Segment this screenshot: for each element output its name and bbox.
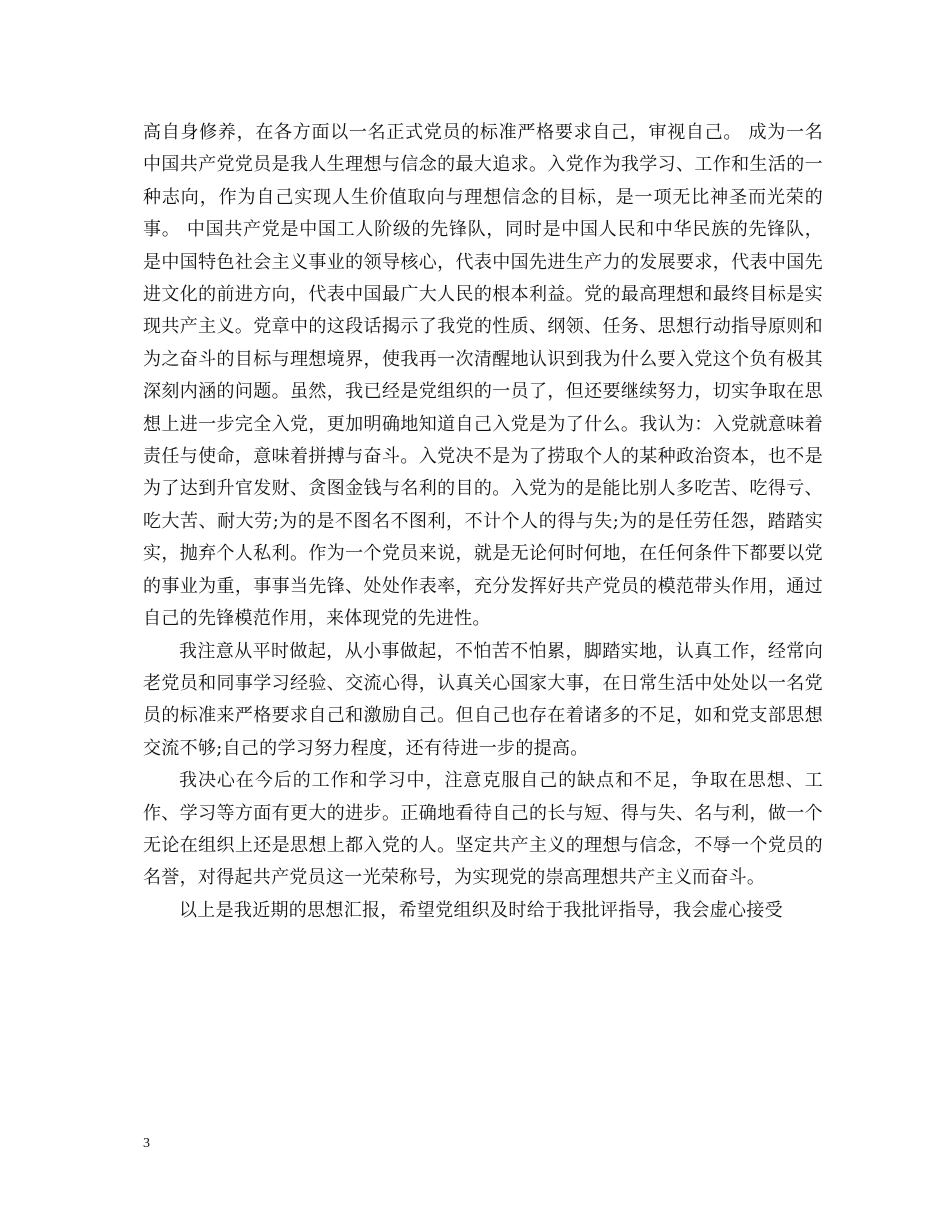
paragraph-3: 我决心在今后的工作和学习中，注意克服自己的缺点和不足，争取在思想、工作、学习等方面有更大的进步。正确地看待自己的长与短、得与失、名与利，做一个无论在组织上还是思想上都入党的人。坚定共产主义的理想与信念，不辱一个党员的名誉，对得起共产党员这一光荣称号，为实现党的崇高理想共产主义而奋斗。 <box>143 770 823 889</box>
paragraph-1: 高自身修养，在各方面以一名正式党员的标准严格要求自己，审视自己。 成为一名中国共产党党员是我人生理想与信念的最大追求。入党作为我学习、工作和生活的一种志向，作为自己实现人生价值取向与理想信念的目标，是一项无比神圣而光荣的事。 中国共产党是中国工人阶级的先锋队，同时是中国人民和中华民族的先锋队，是中国特色社会主义事业的领导核心，代表中国先进生产力的发展要求，代表中国先进文化的前进方向，代表中国最广大人民的根本利益。党的最高理想和最终目标是实现共产主义。党章中的这段话揭示了我党的性质、纲领、任务、思想行动指导原则和为之奋斗的目标与理想境界，使我再一次清醒地认识到我为什么要入党这个负有极其深刻内涵的问题。虽然，我已经是党组织的一员了，但还要继续努力，切实争取在思想上进一步完全入党，更加明确地知道自己入党是为了什么。我认为：入党就意味着责任与使命，意味着拼搏与奋斗。入党决不是为了捞取个人的某种政治资本，也不是为了达到升官发财、贪图金钱与名利的目的。入党为的是能比别人多吃苦、吃得亏、吃大苦、耐大劳;为的是不图名不图利，不计个人的得与失;为的是任劳任怨，踏踏实实，抛弃个人私利。作为一个党员来说，就是无论何时何地，在任何条件下都要以党的事业为重，事事当先锋、处处作表率，充分发挥好共产党员的模范带头作用，通过自己的先锋模范作用，来体现党的先进性。 <box>143 122 823 630</box>
page-number: 3 <box>143 1136 150 1151</box>
paragraph-2: 我注意从平时做起，从小事做起，不怕苦不怕累，脚踏实地，认真工作，经常向老党员和同事学习经验、交流心得，认真关心国家大事，在日常生活中处处以一名党员的标准来严格要求自己和激励自己。但自己也存在着诸多的不足，如和党支部思想交流不够;自己的学习努力程度，还有待进一步的提高。 <box>143 640 823 759</box>
paragraph-4: 以上是我近期的思想汇报，希望党组织及时给于我批评指导，我会虚心接受 <box>179 899 783 921</box>
document-body <box>143 117 823 927</box>
